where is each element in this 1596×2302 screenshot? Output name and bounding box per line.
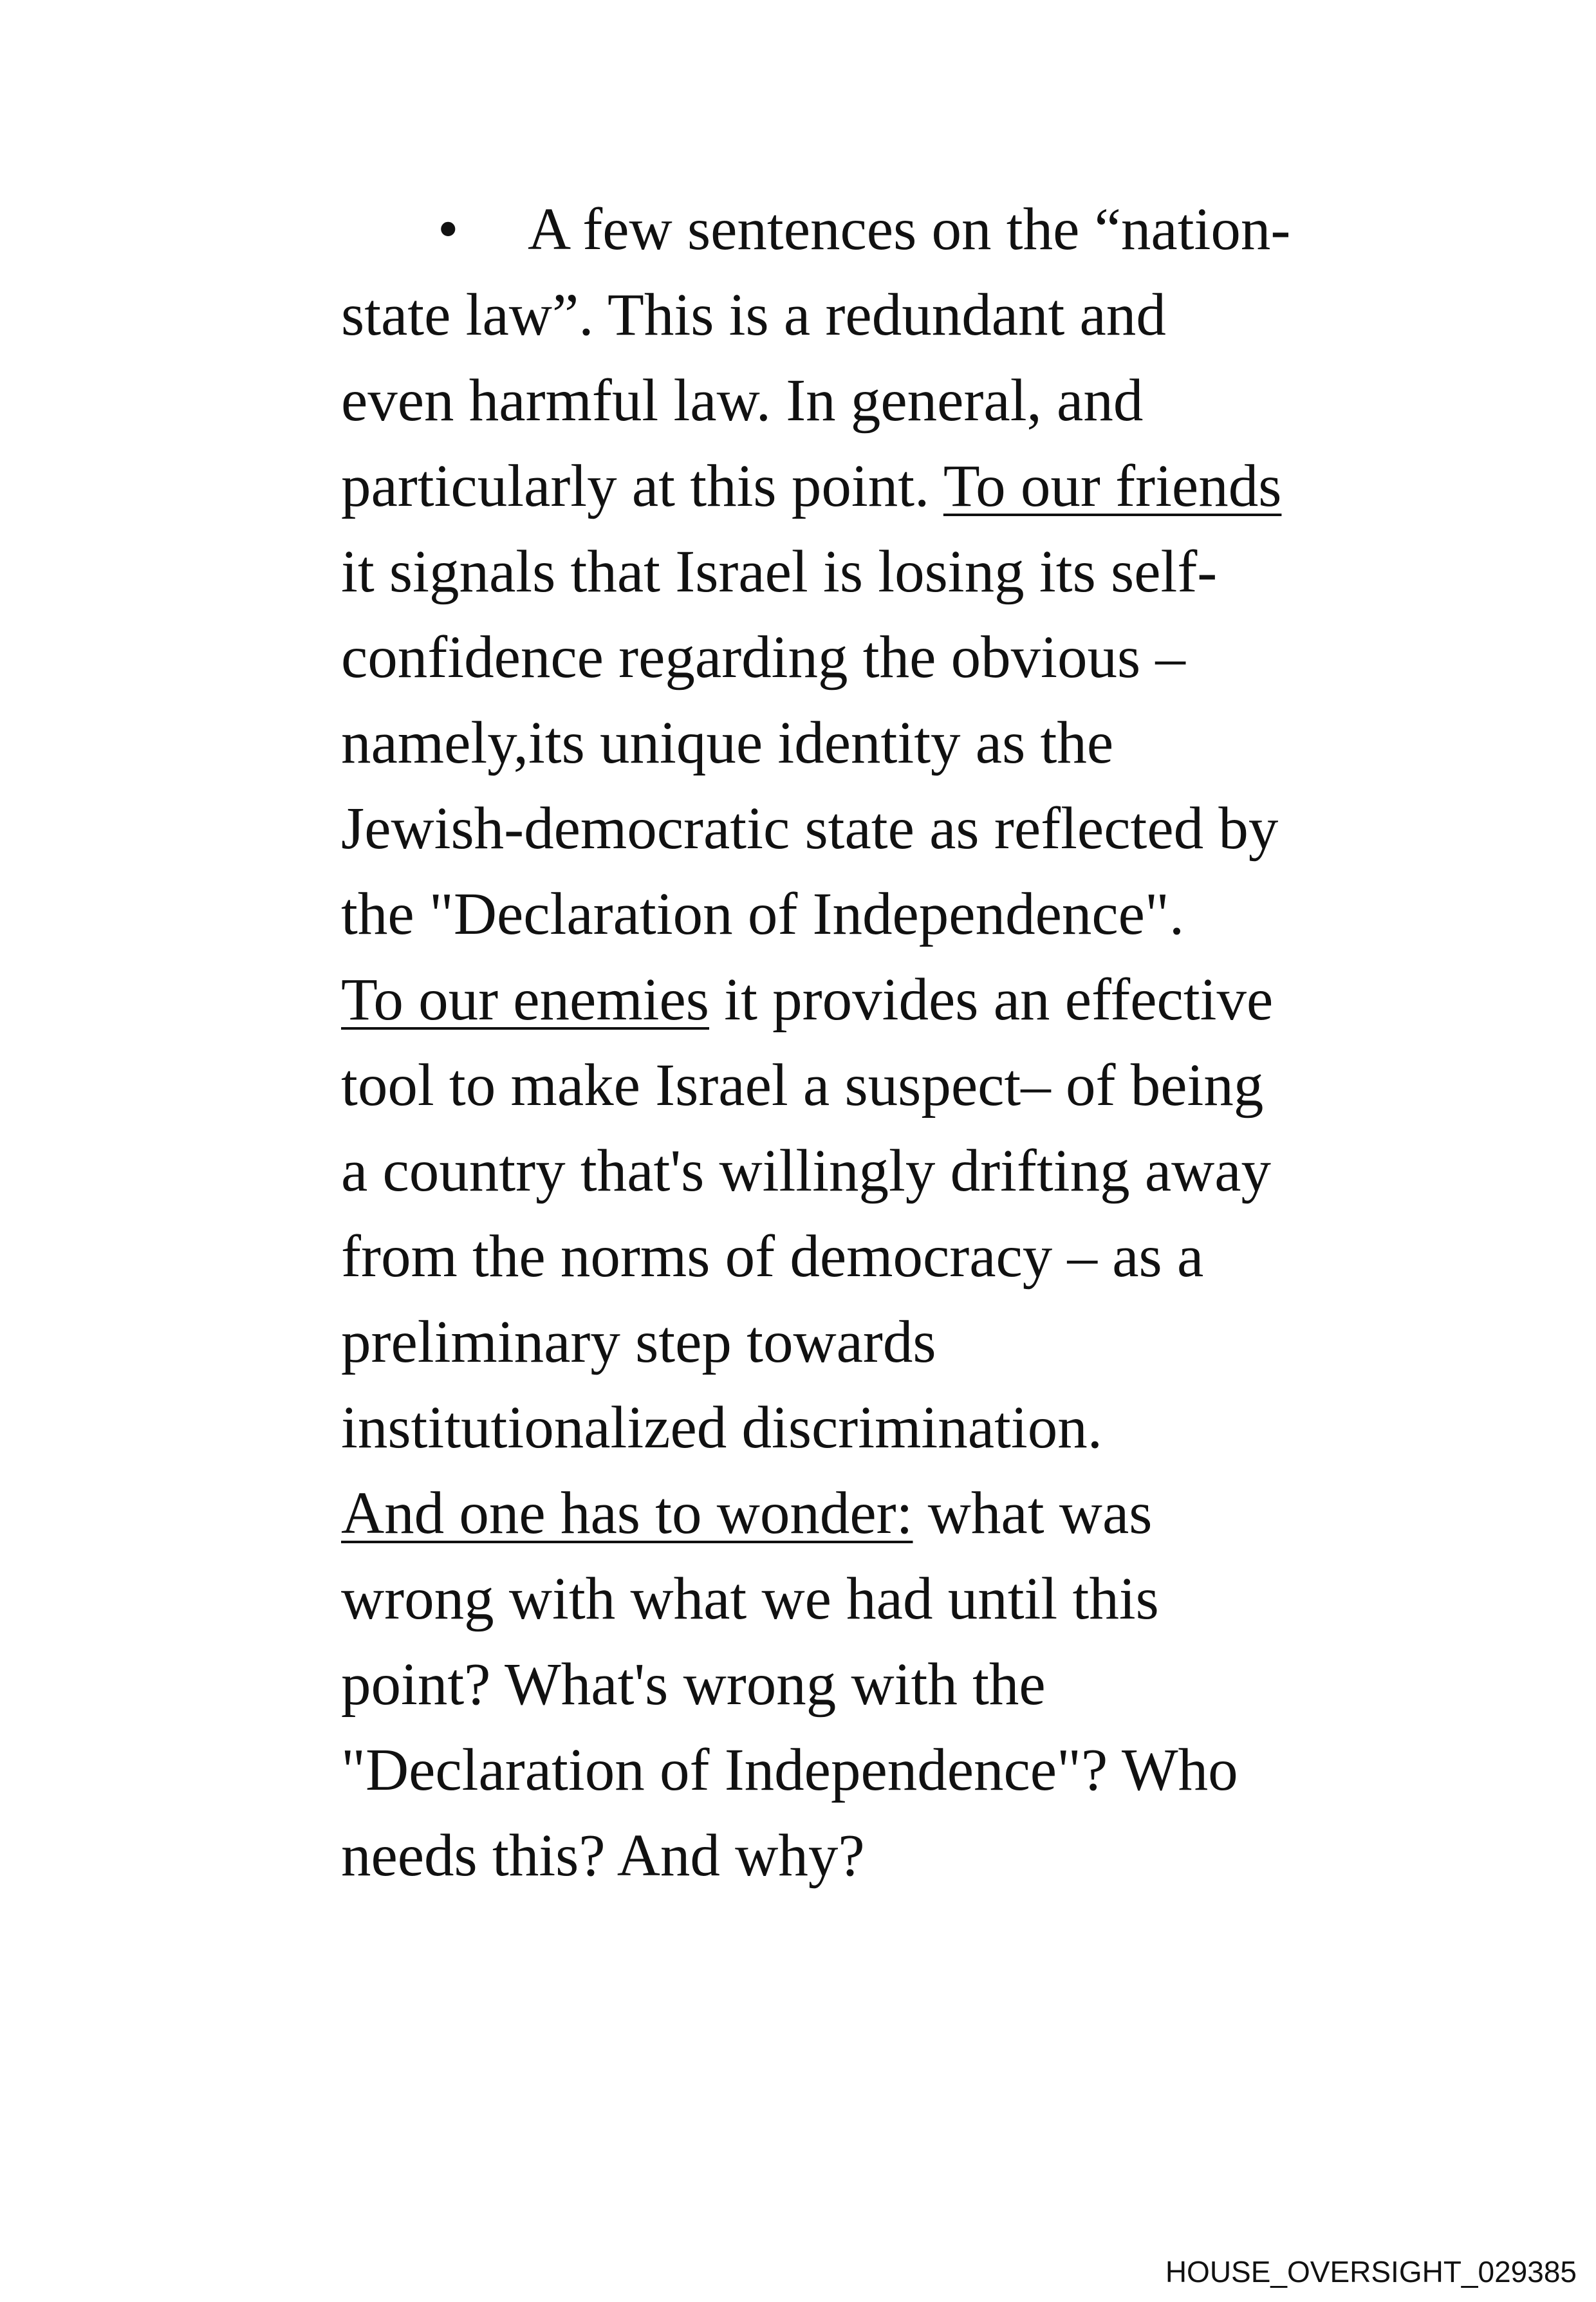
- text-line: [341, 1471, 1422, 1556]
- text-segment: institutionalized discrimination.: [341, 1395, 1102, 1461]
- text-line: [341, 529, 1422, 615]
- text-line: [341, 1043, 1422, 1128]
- text-line: [341, 358, 1422, 443]
- text-line: [341, 615, 1422, 700]
- text-segment: from the norms of democracy – as a: [341, 1223, 1204, 1290]
- text-segment: point? What's wrong with the: [341, 1651, 1046, 1718]
- text-line: [341, 1385, 1422, 1471]
- text-segment: it signals that Israel is losing its self-: [341, 539, 1218, 605]
- text-segment: preliminary step towards: [341, 1309, 936, 1375]
- text-line: [341, 1214, 1422, 1299]
- text-line: [341, 1299, 1422, 1385]
- text-line: [341, 700, 1422, 786]
- text-line: [341, 1556, 1422, 1642]
- text-line: [341, 272, 1422, 358]
- text-segment: the "Declaration of Independence".: [341, 881, 1185, 947]
- text-line: [341, 187, 1422, 272]
- underlined-phrase: To our enemies: [341, 967, 709, 1033]
- text-segment: namely,its unique identity as the: [341, 710, 1114, 776]
- text-line: [341, 1128, 1422, 1214]
- underlined-phrase: And one has to wonder:: [341, 1480, 913, 1546]
- text-segment: wrong with what we had until this: [341, 1566, 1159, 1632]
- text-line: [341, 871, 1422, 957]
- text-line: [341, 1813, 1422, 1898]
- text-segment: state law”. This is a redundant and: [341, 282, 1166, 348]
- text-segment: A few sentences on the “nation-: [528, 196, 1291, 263]
- text-segment: tool to make Israel a suspect– of being: [341, 1052, 1264, 1119]
- text-segment: "Declaration of Independence"? Who: [341, 1737, 1238, 1803]
- text-segment: what was: [913, 1480, 1153, 1546]
- text-line: [341, 443, 1422, 529]
- text-segment: a country that's willingly drifting away: [341, 1138, 1272, 1204]
- text-segment: confidence regarding the obvious –: [341, 624, 1185, 691]
- bullet-marker: •: [438, 196, 459, 263]
- text-line: [341, 1642, 1422, 1727]
- text-segment: it provides an effective: [709, 967, 1274, 1033]
- text-line: [341, 957, 1422, 1043]
- bates-number: HOUSE_OVERSIGHT_029385: [1165, 2255, 1577, 2288]
- text-line: [341, 786, 1422, 871]
- text-segment: Jewish-democratic state as reflected by: [341, 795, 1279, 862]
- body-text: [341, 187, 1422, 1898]
- text-segment: particularly at this point.: [341, 453, 943, 519]
- text-line: [341, 1727, 1422, 1813]
- text-segment: even harmful law. In general, and: [341, 367, 1144, 434]
- text-segment: needs this? And why?: [341, 1823, 865, 1889]
- underlined-phrase: To our friends: [943, 453, 1282, 519]
